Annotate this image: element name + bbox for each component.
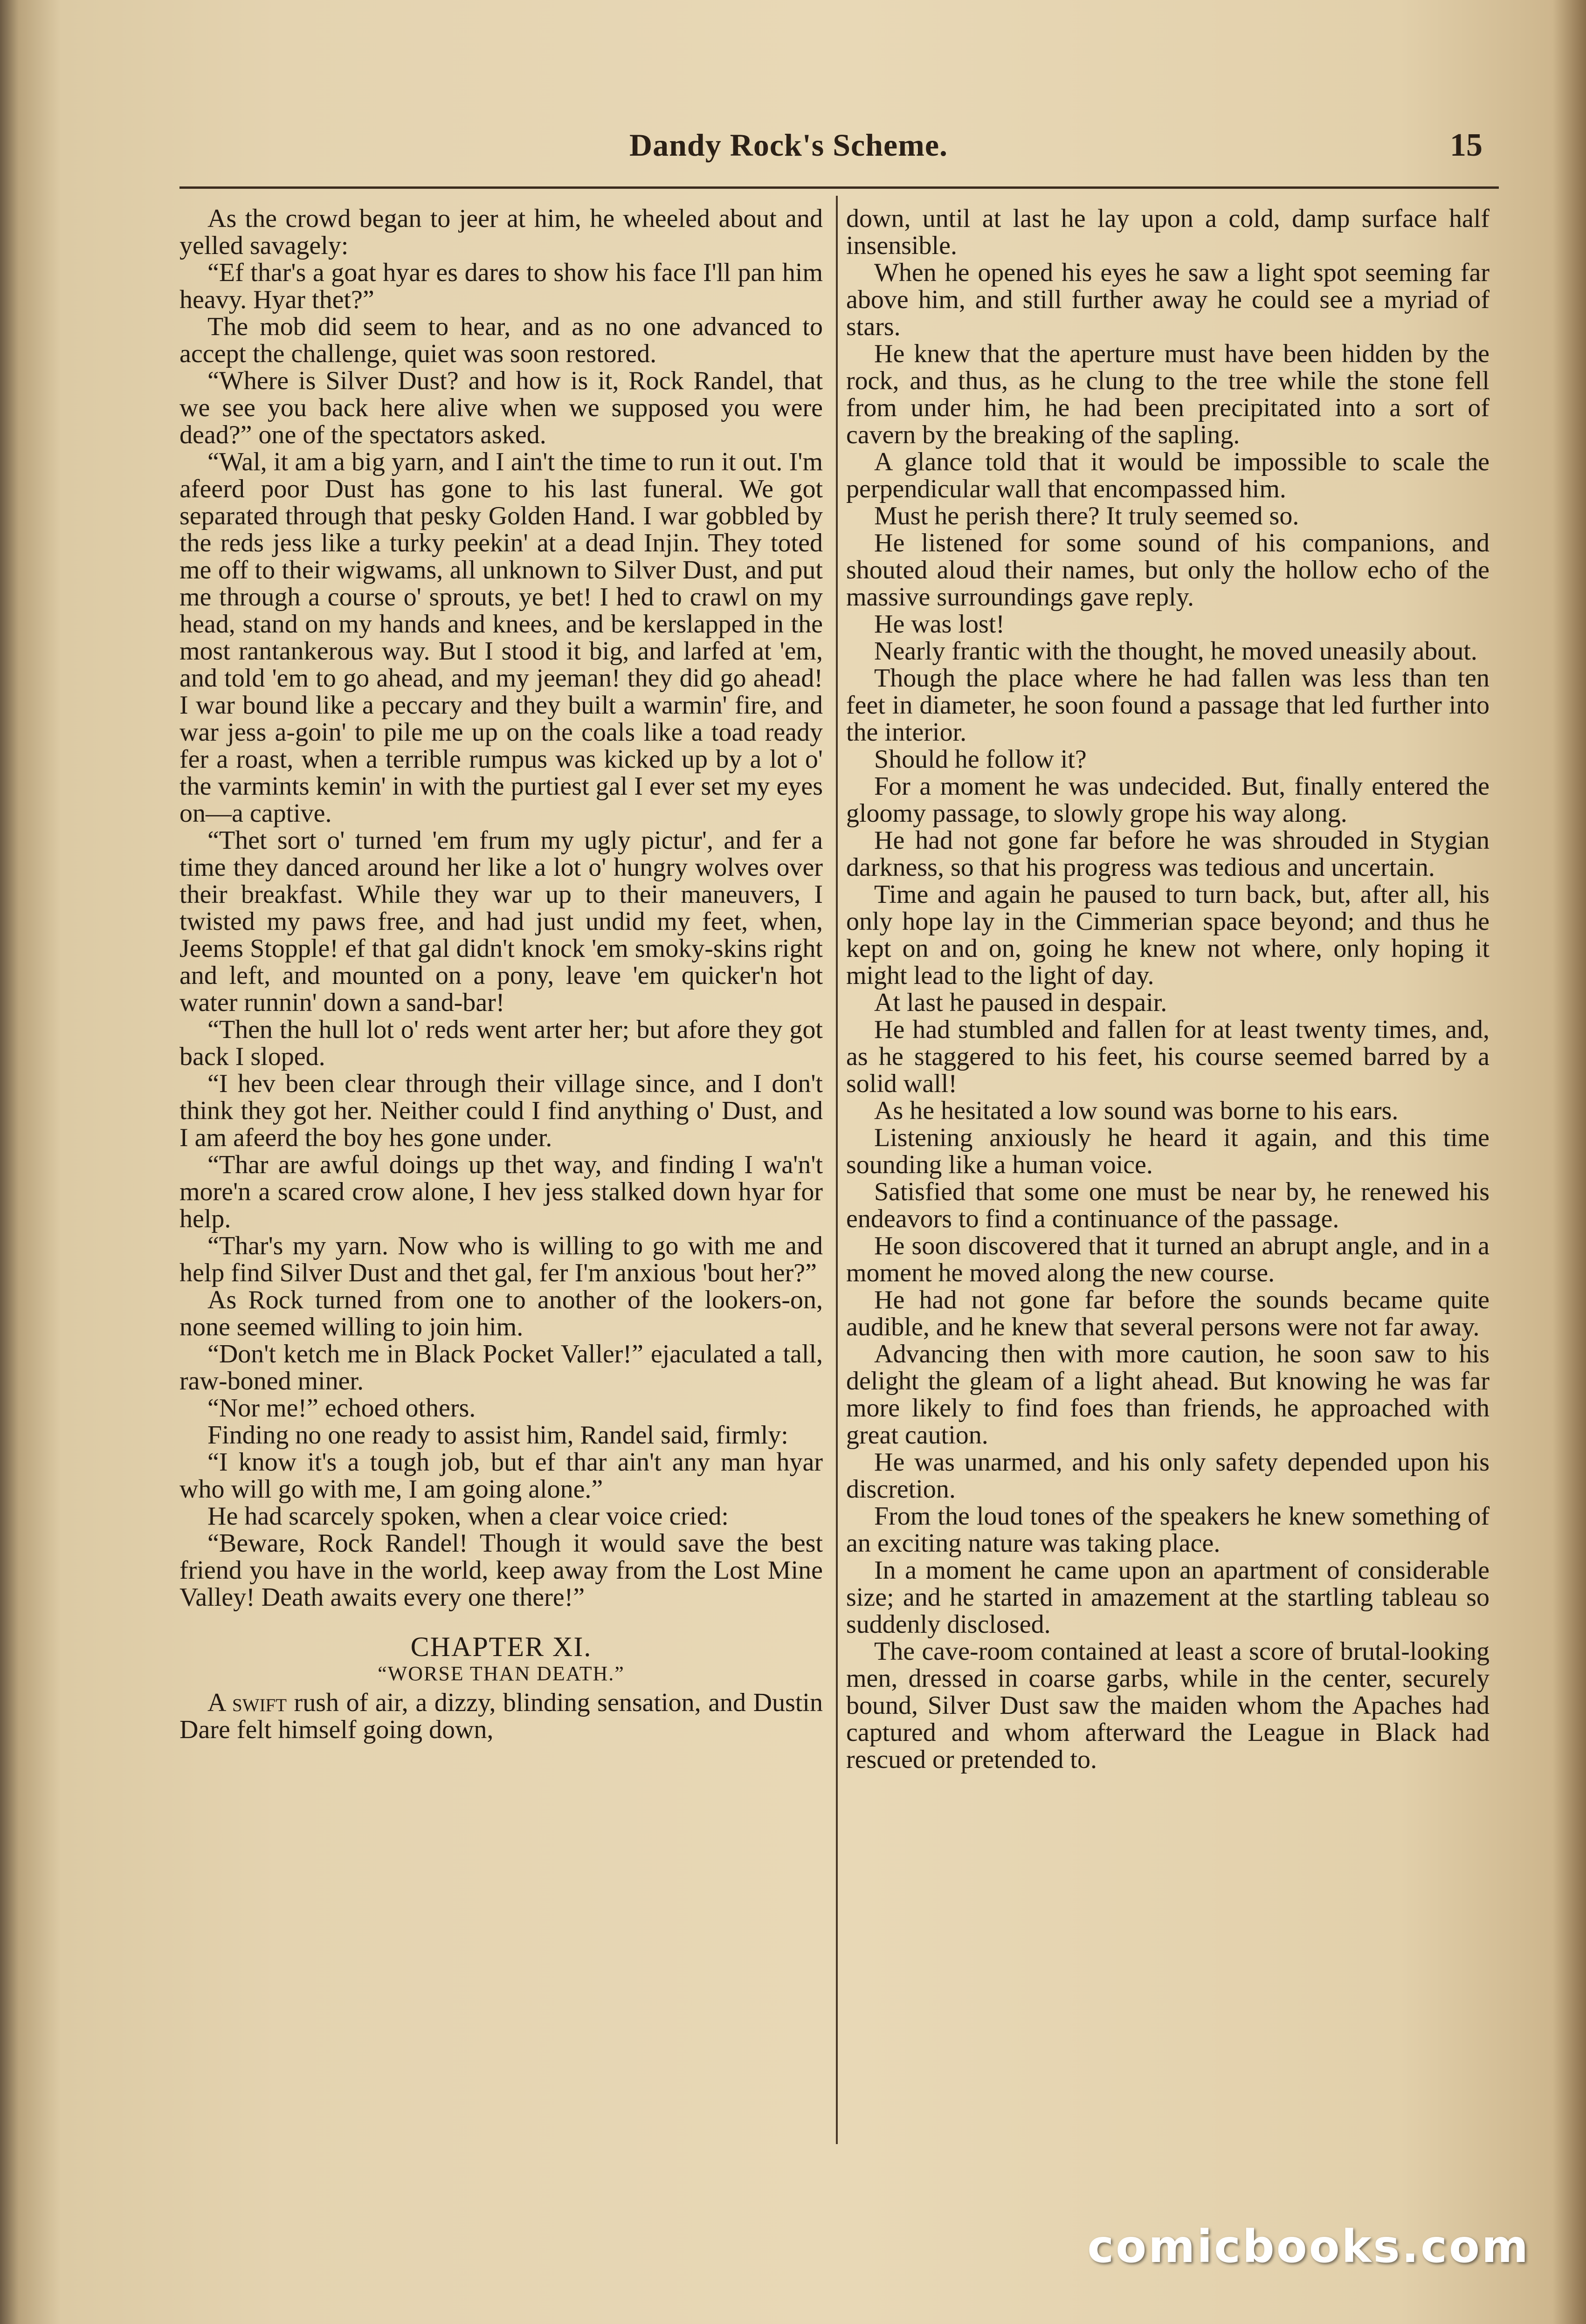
paragraph: At last he paused in despair. bbox=[874, 988, 1167, 1017]
paragraph: “Thar's my yarn. Now who is willing to go with me and help find Silver Dust and thet gal, fer I'm anxious 'bout her?” bbox=[179, 1231, 823, 1287]
paragraph: Satisfied that some one must be near by, he renewed his endeavors to find a continuance of the passage. bbox=[846, 1177, 1489, 1233]
paragraph: A glance told that it would be impossible to scale the perpendicular wall that encompassed him. bbox=[846, 447, 1489, 503]
paragraph: “Thar are awful doings up thet way, and finding I wa'n't more'n a scared crow alone, I hev jess stalked down hyar for help. bbox=[179, 1150, 823, 1233]
header-rule bbox=[179, 186, 1499, 189]
paragraph: He listened for some sound of his companions, and shouted aloud their names, but only the hollow echo of the massive surroundings gave reply. bbox=[846, 529, 1489, 612]
chapter-opening-text: rush of air, a dizzy, blinding sensation, and Dustin Dare felt himself going down, bbox=[179, 1688, 823, 1744]
paragraph: Should he follow it? bbox=[874, 745, 1087, 774]
paragraph: For a moment he was undecided. But, finally entered the gloomy passage, to slowly grope his way along. bbox=[846, 772, 1489, 828]
paragraph: “I know it's a tough job, but ef thar ain't any man hyar who will go with me, I am going alone.” bbox=[179, 1448, 823, 1504]
paragraph: The cave-room contained at least a score of brutal-looking men, dressed in coarse garbs, while in the center, securely bound, Silver Dust saw the maiden whom the Apaches had captured and whom afterward the League in Black had rescued or pretended to. bbox=[846, 1637, 1489, 1774]
paragraph: “Then the hull lot o' reds went arter her; but afore they got back I sloped. bbox=[179, 1015, 823, 1071]
paragraph: He had stumbled and fallen for at least twenty times, and, as he staggered to his feet, his course seemed barred by a solid wall! bbox=[846, 1015, 1489, 1098]
page-header bbox=[182, 127, 1501, 178]
paragraph: The mob did seem to hear, and as no one advanced to accept the challenge, quiet was soon restored. bbox=[179, 312, 823, 368]
paragraph: down, until at last he lay upon a cold, damp surface half insensible. bbox=[846, 204, 1489, 260]
paragraph: “Beware, Rock Randel! Though it would save the best friend you have in the world, keep away from the Lost Mine Valley! Death awaits every one there!” bbox=[179, 1529, 823, 1612]
chapter-opening-paragraph bbox=[179, 1689, 823, 1743]
paragraph: Time and again he paused to turn back, but, after all, his only hope lay in the Cimmerian space beyond; and thus he kept on and on, going he knew not where, only hoping it might lead to the light of day. bbox=[846, 880, 1489, 990]
left-column bbox=[179, 205, 823, 2144]
paragraph: As Rock turned from one to another of the lookers-on, none seemed willing to join him. bbox=[179, 1286, 823, 1341]
paragraph: Listening anxiously he heard it again, and this time sounding like a human voice. bbox=[846, 1123, 1489, 1179]
paragraph: He soon discovered that it turned an abrupt angle, and in a moment he moved along the new course. bbox=[846, 1231, 1489, 1287]
paragraph: He had not gone far before he was shrouded in Stygian darkness, so that his progress was tedious and uncertain. bbox=[846, 826, 1489, 882]
paragraph: He was lost! bbox=[874, 610, 1005, 639]
paragraph: “Thet sort o' turned 'em frum my ugly pictur', and fer a time they danced around her like a lot o' hungry wolves over their breakfast. While they war up to their maneuvers, I twisted my paws free, and had just undid my feet, when, Jeems Stopple! ef that gal didn't knock 'em smoky-skins right and left, and mounted on a pony, leave 'em quicker'n hot water runnin' down a sand-bar! bbox=[179, 826, 823, 1017]
column-divider bbox=[836, 196, 838, 2144]
paragraph: “Ef thar's a goat hyar es dares to show his face I'll pan him heavy. Hyar thet?” bbox=[179, 258, 823, 314]
right-paragraphs bbox=[846, 205, 1489, 1773]
paragraph: As the crowd began to jeer at him, he wheeled about and yelled savagely: bbox=[179, 204, 823, 260]
paragraph: Nearly frantic with the thought, he moved uneasily about. bbox=[874, 637, 1477, 666]
paragraph: “I hev been clear through their village since, and I don't think they got her. Neither could I find anything o' Dust, and I am afeerd the boy hes gone under. bbox=[179, 1069, 823, 1152]
paragraph: As he hesitated a low sound was borne to his ears. bbox=[874, 1096, 1399, 1125]
chapter-subtitle: “WORSE THAN DEATH.” bbox=[378, 1662, 625, 1685]
paragraph: Advancing then with more caution, he soon saw to his delight the gleam of a light ahead. But knowing he was far more likely to find foes than friends, he approached with great caution. bbox=[846, 1340, 1489, 1450]
chapter-heading: CHAPTER XI. bbox=[410, 1631, 592, 1662]
running-title: Dandy Rock's Scheme. bbox=[629, 127, 948, 163]
paragraph: He had scarcely spoken, when a clear voice cried: bbox=[207, 1502, 729, 1531]
paragraph: In a moment he came upon an apartment of considerable size; and he started in amazement at the startling tableau so suddenly disclosed. bbox=[846, 1556, 1489, 1639]
paragraph: Must he perish there? It truly seemed so. bbox=[874, 502, 1299, 530]
paragraph: “Nor me!” echoed others. bbox=[207, 1394, 476, 1423]
watermark-text: comicbooks.com bbox=[1087, 2221, 1530, 2273]
paragraph: He had not gone far before the sounds became quite audible, and he knew that several persons were not far away. bbox=[846, 1286, 1489, 1341]
paragraph: When he opened his eyes he saw a light spot seeming far above him, and still further away he could see a myriad of stars. bbox=[846, 258, 1489, 341]
paragraph: “Don't ketch me in Black Pocket Valler!” ejaculated a tall, raw-boned miner. bbox=[179, 1340, 823, 1396]
right-column bbox=[846, 205, 1489, 2144]
paragraph: Finding no one ready to assist him, Randel said, firmly: bbox=[207, 1421, 788, 1450]
paragraph: From the loud tones of the speakers he knew something of an exciting nature was taking place. bbox=[846, 1502, 1489, 1558]
chapter-lead-word: A swift bbox=[207, 1688, 287, 1717]
left-paragraphs bbox=[179, 205, 823, 1611]
paragraph: “Wal, it am a big yarn, and I ain't the time to run it out. I'm afeerd poor Dust has gone to his last funeral. We got separated through that pesky Golden Hand. I war gobbled by the reds jess like a turky peekin' at a dead Injin. They toted me off to their wigwams, all unknown to Silver Dust, and put me through a course o' sprouts, ye bet! I hed to crawl on my head, stand on my hands and knees, and be kerslapped in the most rantankerous way. But I stood it big, and larfed at 'em, and told 'em to go ahead, and my jeeman! they did go ahead! I war bound like a peccary and they built a warmin' fire, and war jess a-goin' to pile me up on the coals like a toad ready fer a roast, when a terrible rumpus was kicked up by a lot o' the varmints kemin' in with the purtiest gal I ever set my eyes on—a captive. bbox=[179, 447, 823, 828]
paragraph: “Where is Silver Dust? and how is it, Rock Randel, that we see you back here alive when we supposed you were dead?” one of the spectators asked. bbox=[179, 366, 823, 449]
paragraph: He knew that the aperture must have been hidden by the rock, and thus, as he clung to the tree while the stone fell from under him, he had been precipitated into a sort of cavern by the breaking of the sapling. bbox=[846, 339, 1489, 449]
page-number: 15 bbox=[1450, 127, 1483, 163]
paragraph: He was unarmed, and his only safety depended upon his discretion. bbox=[846, 1448, 1489, 1504]
paragraph: Though the place where he had fallen was less than ten feet in diameter, he soon found a passage that led further into the interior. bbox=[846, 664, 1489, 747]
